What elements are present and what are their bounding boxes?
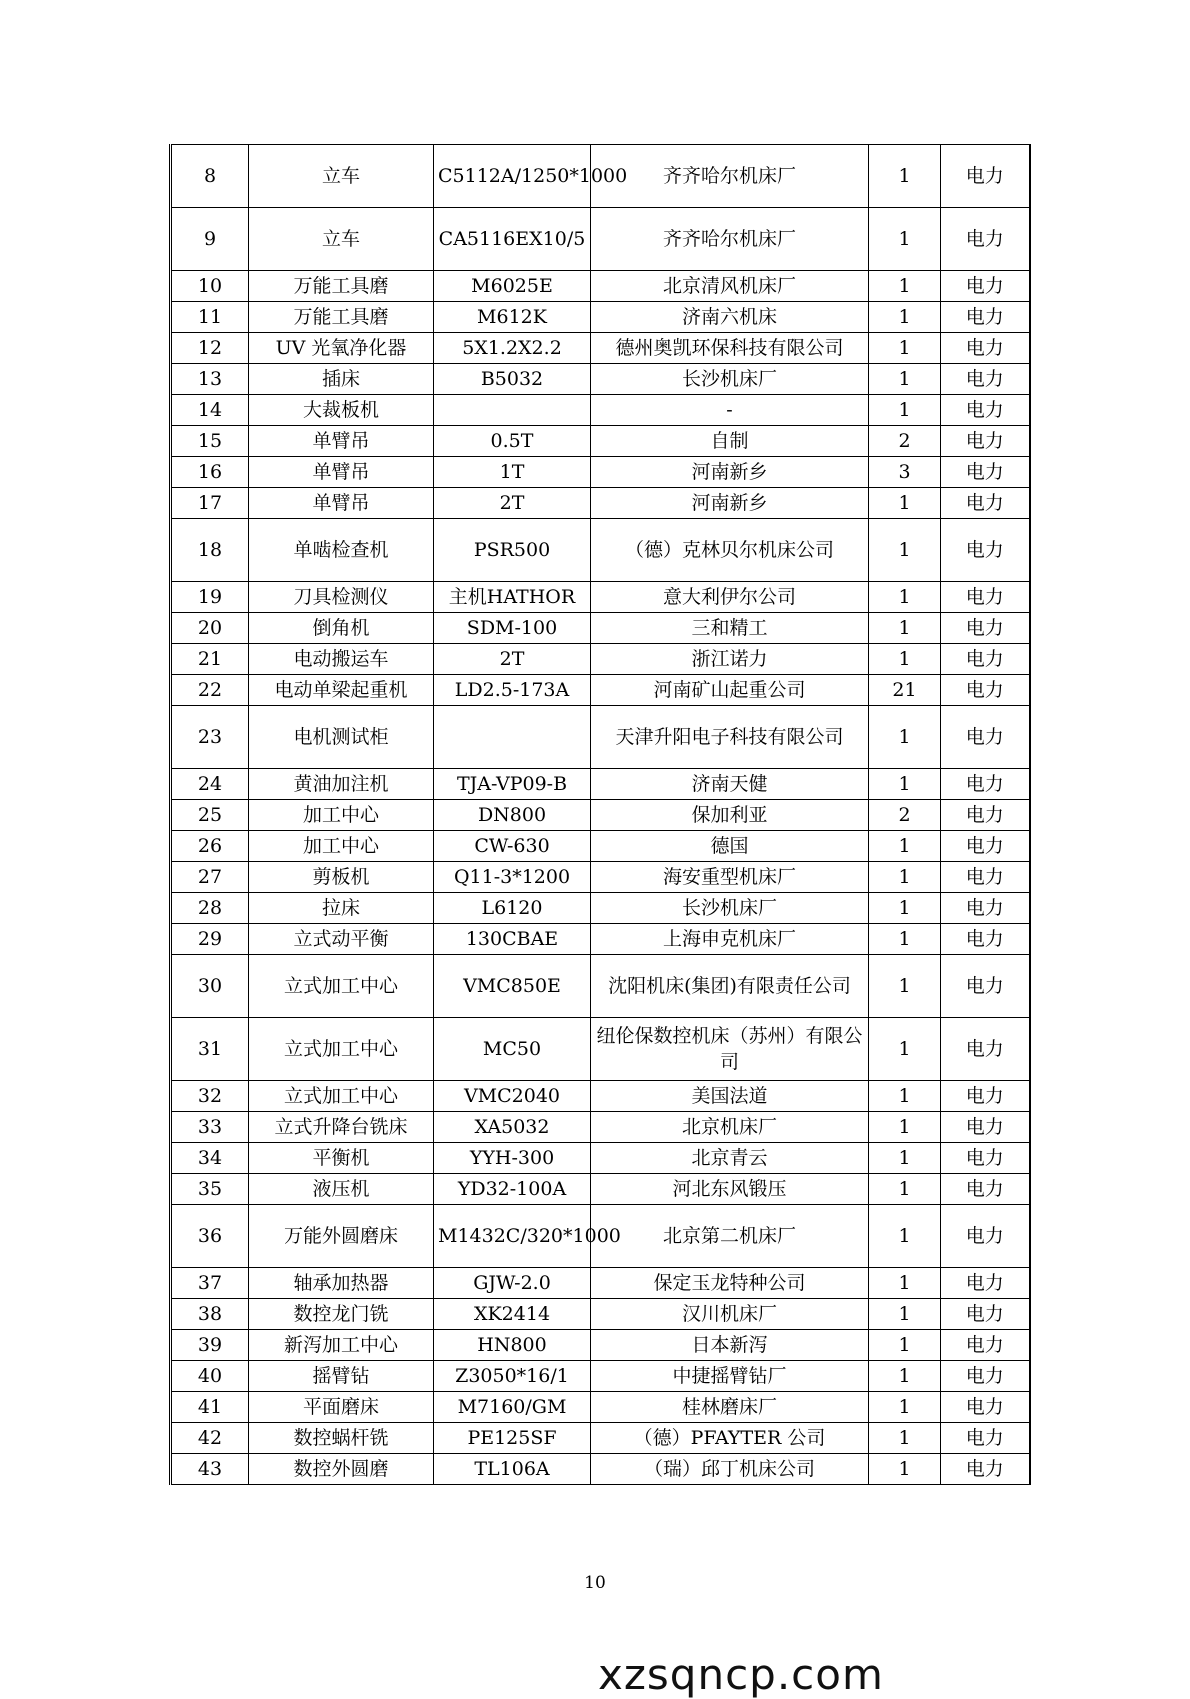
equipment-name-cell: 万能外圆磨床 [249,1205,434,1268]
manufacturer-cell: 天津升阳电子科技有限公司 [591,706,869,769]
manufacturer-cell: - [591,395,869,426]
manufacturer-cell: 长沙机床厂 [591,364,869,395]
row-number-cell: 30 [171,955,249,1018]
manufacturer-cell: 保定玉龙特种公司 [591,1268,869,1299]
page-number: 10 [584,1573,606,1593]
equipment-name-cell: 立式加工中心 [249,955,434,1018]
quantity-cell: 1 [869,1299,941,1330]
row-number-cell: 10 [171,271,249,302]
manufacturer-cell: 保加利亚 [591,800,869,831]
quantity-cell: 21 [869,675,941,706]
equipment-name-cell: 立车 [249,208,434,271]
manufacturer-cell: 沈阳机床(集团)有限责任公司 [591,955,869,1018]
equipment-name-cell: 倒角机 [249,613,434,644]
power-type-cell: 电力 [941,1330,1030,1361]
equipment-name-cell: 轴承加热器 [249,1268,434,1299]
equipment-table-body [171,145,1030,1485]
model-cell: SDM-100 [434,613,591,644]
row-number-cell: 25 [171,800,249,831]
quantity-cell: 1 [869,644,941,675]
row-number-cell: 15 [171,426,249,457]
equipment-name-cell: 刀具检测仪 [249,582,434,613]
row-number-cell: 20 [171,613,249,644]
power-type-cell: 电力 [941,271,1030,302]
manufacturer-cell: 纽伦保数控机床（苏州）有限公司 [591,1018,869,1081]
manufacturer-cell: 北京清风机床厂 [591,271,869,302]
quantity-cell: 1 [869,1330,941,1361]
equipment-name-cell: 立式加工中心 [249,1081,434,1112]
equipment-name-cell: 立式动平衡 [249,924,434,955]
manufacturer-cell: 汉川机床厂 [591,1299,869,1330]
quantity-cell: 1 [869,333,941,364]
table-row [171,426,1030,457]
manufacturer-cell: 德州奥凯环保科技有限公司 [591,333,869,364]
equipment-name-cell: 电机测试柜 [249,706,434,769]
quantity-cell: 1 [869,1392,941,1423]
row-number-cell: 33 [171,1112,249,1143]
quantity-cell: 1 [869,1081,941,1112]
model-cell: YYH-300 [434,1143,591,1174]
quantity-cell: 1 [869,302,941,333]
table-row [171,1018,1030,1081]
power-type-cell: 电力 [941,457,1030,488]
model-cell: 2T [434,488,591,519]
quantity-cell: 1 [869,488,941,519]
model-cell: XK2414 [434,1299,591,1330]
power-type-cell: 电力 [941,1423,1030,1454]
equipment-name-cell: 数控外圆磨 [249,1454,434,1485]
equipment-name-cell: 单啮检查机 [249,519,434,582]
row-number-cell: 36 [171,1205,249,1268]
row-number-cell: 41 [171,1392,249,1423]
manufacturer-cell: 自制 [591,426,869,457]
model-cell: 0.5T [434,426,591,457]
table-row [171,1081,1030,1112]
power-type-cell: 电力 [941,644,1030,675]
table-row [171,488,1030,519]
power-type-cell: 电力 [941,333,1030,364]
model-cell: 5X1.2X2.2 [434,333,591,364]
manufacturer-cell: 海安重型机床厂 [591,862,869,893]
quantity-cell: 1 [869,1143,941,1174]
power-type-cell: 电力 [941,831,1030,862]
table-row [171,706,1030,769]
manufacturer-cell: 齐齐哈尔机床厂 [591,145,869,208]
quantity-cell: 1 [869,1174,941,1205]
row-number-cell: 43 [171,1454,249,1485]
table-row [171,1112,1030,1143]
quantity-cell: 1 [869,831,941,862]
power-type-cell: 电力 [941,1361,1030,1392]
power-type-cell: 电力 [941,519,1030,582]
power-type-cell: 电力 [941,862,1030,893]
table-row [171,1361,1030,1392]
equipment-name-cell: 数控龙门铣 [249,1299,434,1330]
row-number-cell: 22 [171,675,249,706]
power-type-cell: 电力 [941,706,1030,769]
row-number-cell: 24 [171,769,249,800]
manufacturer-cell: 德国 [591,831,869,862]
table-row [171,208,1030,271]
power-type-cell: 电力 [941,675,1030,706]
quantity-cell: 1 [869,364,941,395]
power-type-cell: 电力 [941,302,1030,333]
model-cell: 130CBAE [434,924,591,955]
table-row [171,1205,1030,1268]
power-type-cell: 电力 [941,1174,1030,1205]
table-row [171,1174,1030,1205]
row-number-cell: 17 [171,488,249,519]
manufacturer-cell: 北京机床厂 [591,1112,869,1143]
equipment-name-cell: 拉床 [249,893,434,924]
power-type-cell: 电力 [941,613,1030,644]
power-type-cell: 电力 [941,208,1030,271]
model-cell: M1432C/320*1000 [434,1205,591,1268]
model-cell: VMC850E [434,955,591,1018]
quantity-cell: 1 [869,1361,941,1392]
equipment-name-cell: 电动搬运车 [249,644,434,675]
quantity-cell: 1 [869,613,941,644]
quantity-cell: 1 [869,519,941,582]
equipment-table [169,144,1031,1485]
equipment-name-cell: 数控蜗杆铣 [249,1423,434,1454]
quantity-cell: 2 [869,800,941,831]
manufacturer-cell: 中捷摇臂钻厂 [591,1361,869,1392]
table-row [171,145,1030,208]
model-cell: M612K [434,302,591,333]
manufacturer-cell: 美国法道 [591,1081,869,1112]
row-number-cell: 23 [171,706,249,769]
table-row [171,644,1030,675]
row-number-cell: 11 [171,302,249,333]
table-row [171,333,1030,364]
model-cell: TJA-VP09-B [434,769,591,800]
equipment-name-cell: 平面磨床 [249,1392,434,1423]
equipment-name-cell: 摇臂钻 [249,1361,434,1392]
equipment-name-cell: 单臂吊 [249,488,434,519]
quantity-cell: 1 [869,271,941,302]
model-cell: VMC2040 [434,1081,591,1112]
manufacturer-cell: 上海申克机床厂 [591,924,869,955]
table-row [171,613,1030,644]
model-cell: 1T [434,457,591,488]
model-cell: LD2.5-173A [434,675,591,706]
row-number-cell: 38 [171,1299,249,1330]
equipment-name-cell: 电动单梁起重机 [249,675,434,706]
equipment-name-cell: 液压机 [249,1174,434,1205]
quantity-cell: 1 [869,1205,941,1268]
equipment-name-cell: 黄油加注机 [249,769,434,800]
power-type-cell: 电力 [941,1018,1030,1081]
table-row [171,800,1030,831]
quantity-cell: 1 [869,1018,941,1081]
row-number-cell: 19 [171,582,249,613]
table-row [171,1392,1030,1423]
manufacturer-cell: 济南六机床 [591,302,869,333]
row-number-cell: 40 [171,1361,249,1392]
table-row [171,955,1030,1018]
manufacturer-cell: 三和精工 [591,613,869,644]
table-row [171,364,1030,395]
row-number-cell: 37 [171,1268,249,1299]
power-type-cell: 电力 [941,1454,1030,1485]
equipment-name-cell: 大裁板机 [249,395,434,426]
model-cell: DN800 [434,800,591,831]
table-row [171,519,1030,582]
row-number-cell: 26 [171,831,249,862]
table-row [171,1268,1030,1299]
table-row [171,924,1030,955]
model-cell: C5112A/1250*1000 [434,145,591,208]
equipment-name-cell: 万能工具磨 [249,271,434,302]
row-number-cell: 8 [171,145,249,208]
equipment-name-cell: 加工中心 [249,800,434,831]
model-cell: 主机HATHOR [434,582,591,613]
power-type-cell: 电力 [941,1143,1030,1174]
model-cell: GJW-2.0 [434,1268,591,1299]
manufacturer-cell: 桂林磨床厂 [591,1392,869,1423]
quantity-cell: 1 [869,582,941,613]
model-cell: YD32-100A [434,1174,591,1205]
row-number-cell: 16 [171,457,249,488]
quantity-cell: 1 [869,706,941,769]
row-number-cell: 12 [171,333,249,364]
quantity-cell: 1 [869,1454,941,1485]
power-type-cell: 电力 [941,800,1030,831]
row-number-cell: 27 [171,862,249,893]
table-row [171,862,1030,893]
equipment-name-cell: 立车 [249,145,434,208]
power-type-cell: 电力 [941,924,1030,955]
power-type-cell: 电力 [941,395,1030,426]
table-row [171,769,1030,800]
model-cell: MC50 [434,1018,591,1081]
power-type-cell: 电力 [941,145,1030,208]
manufacturer-cell: 河南新乡 [591,457,869,488]
model-cell: CW-630 [434,831,591,862]
power-type-cell: 电力 [941,955,1030,1018]
row-number-cell: 35 [171,1174,249,1205]
manufacturer-cell: 长沙机床厂 [591,893,869,924]
equipment-name-cell: 加工中心 [249,831,434,862]
row-number-cell: 31 [171,1018,249,1081]
model-cell: L6120 [434,893,591,924]
manufacturer-cell: 济南天健 [591,769,869,800]
model-cell: TL106A [434,1454,591,1485]
manufacturer-cell: 河南矿山起重公司 [591,675,869,706]
manufacturer-cell: （德）克林贝尔机床公司 [591,519,869,582]
model-cell [434,395,591,426]
watermark-text: xzsqncp.com [598,1650,884,1699]
table-row [171,1423,1030,1454]
quantity-cell: 1 [869,862,941,893]
power-type-cell: 电力 [941,1268,1030,1299]
quantity-cell: 1 [869,1423,941,1454]
power-type-cell: 电力 [941,769,1030,800]
model-cell: Z3050*16/1 [434,1361,591,1392]
power-type-cell: 电力 [941,1392,1030,1423]
manufacturer-cell: 北京青云 [591,1143,869,1174]
row-number-cell: 9 [171,208,249,271]
manufacturer-cell: 河南新乡 [591,488,869,519]
row-number-cell: 39 [171,1330,249,1361]
model-cell: Q11-3*1200 [434,862,591,893]
model-cell [434,706,591,769]
row-number-cell: 42 [171,1423,249,1454]
equipment-name-cell: 新泻加工中心 [249,1330,434,1361]
power-type-cell: 电力 [941,1299,1030,1330]
power-type-cell: 电力 [941,426,1030,457]
row-number-cell: 21 [171,644,249,675]
quantity-cell: 1 [869,893,941,924]
row-number-cell: 34 [171,1143,249,1174]
equipment-name-cell: 立式升降台铣床 [249,1112,434,1143]
table-row [171,831,1030,862]
power-type-cell: 电力 [941,582,1030,613]
row-number-cell: 13 [171,364,249,395]
manufacturer-cell: 北京第二机床厂 [591,1205,869,1268]
table-row [171,302,1030,333]
model-cell: 2T [434,644,591,675]
table-row [171,1330,1030,1361]
model-cell: CA5116EX10/5 [434,208,591,271]
quantity-cell: 1 [869,1112,941,1143]
equipment-name-cell: UV 光氧净化器 [249,333,434,364]
row-number-cell: 32 [171,1081,249,1112]
table-row [171,1143,1030,1174]
table-row [171,271,1030,302]
quantity-cell: 1 [869,395,941,426]
model-cell: B5032 [434,364,591,395]
power-type-cell: 电力 [941,1081,1030,1112]
table-row [171,582,1030,613]
row-number-cell: 29 [171,924,249,955]
model-cell: PE125SF [434,1423,591,1454]
row-number-cell: 18 [171,519,249,582]
equipment-name-cell: 剪板机 [249,862,434,893]
power-type-cell: 电力 [941,364,1030,395]
manufacturer-cell: 河北东风锻压 [591,1174,869,1205]
table-row [171,395,1030,426]
equipment-name-cell: 插床 [249,364,434,395]
quantity-cell: 3 [869,457,941,488]
row-number-cell: 14 [171,395,249,426]
manufacturer-cell: 意大利伊尔公司 [591,582,869,613]
equipment-name-cell: 单臂吊 [249,457,434,488]
model-cell: XA5032 [434,1112,591,1143]
model-cell: M6025E [434,271,591,302]
table-row [171,1299,1030,1330]
manufacturer-cell: 浙江诺力 [591,644,869,675]
power-type-cell: 电力 [941,1205,1030,1268]
model-cell: PSR500 [434,519,591,582]
table-row [171,1454,1030,1485]
equipment-name-cell: 平衡机 [249,1143,434,1174]
model-cell: M7160/GM [434,1392,591,1423]
quantity-cell: 1 [869,924,941,955]
manufacturer-cell: 日本新泻 [591,1330,869,1361]
table-row [171,675,1030,706]
manufacturer-cell: 齐齐哈尔机床厂 [591,208,869,271]
power-type-cell: 电力 [941,488,1030,519]
quantity-cell: 1 [869,769,941,800]
equipment-name-cell: 万能工具磨 [249,302,434,333]
power-type-cell: 电力 [941,1112,1030,1143]
quantity-cell: 1 [869,955,941,1018]
equipment-name-cell: 单臂吊 [249,426,434,457]
quantity-cell: 1 [869,208,941,271]
table-row [171,893,1030,924]
power-type-cell: 电力 [941,893,1030,924]
equipment-name-cell: 立式加工中心 [249,1018,434,1081]
quantity-cell: 1 [869,1268,941,1299]
model-cell: HN800 [434,1330,591,1361]
quantity-cell: 2 [869,426,941,457]
quantity-cell: 1 [869,145,941,208]
manufacturer-cell: （瑞）邱丁机床公司 [591,1454,869,1485]
table-row [171,457,1030,488]
manufacturer-cell: （德）PFAYTER 公司 [591,1423,869,1454]
row-number-cell: 28 [171,893,249,924]
